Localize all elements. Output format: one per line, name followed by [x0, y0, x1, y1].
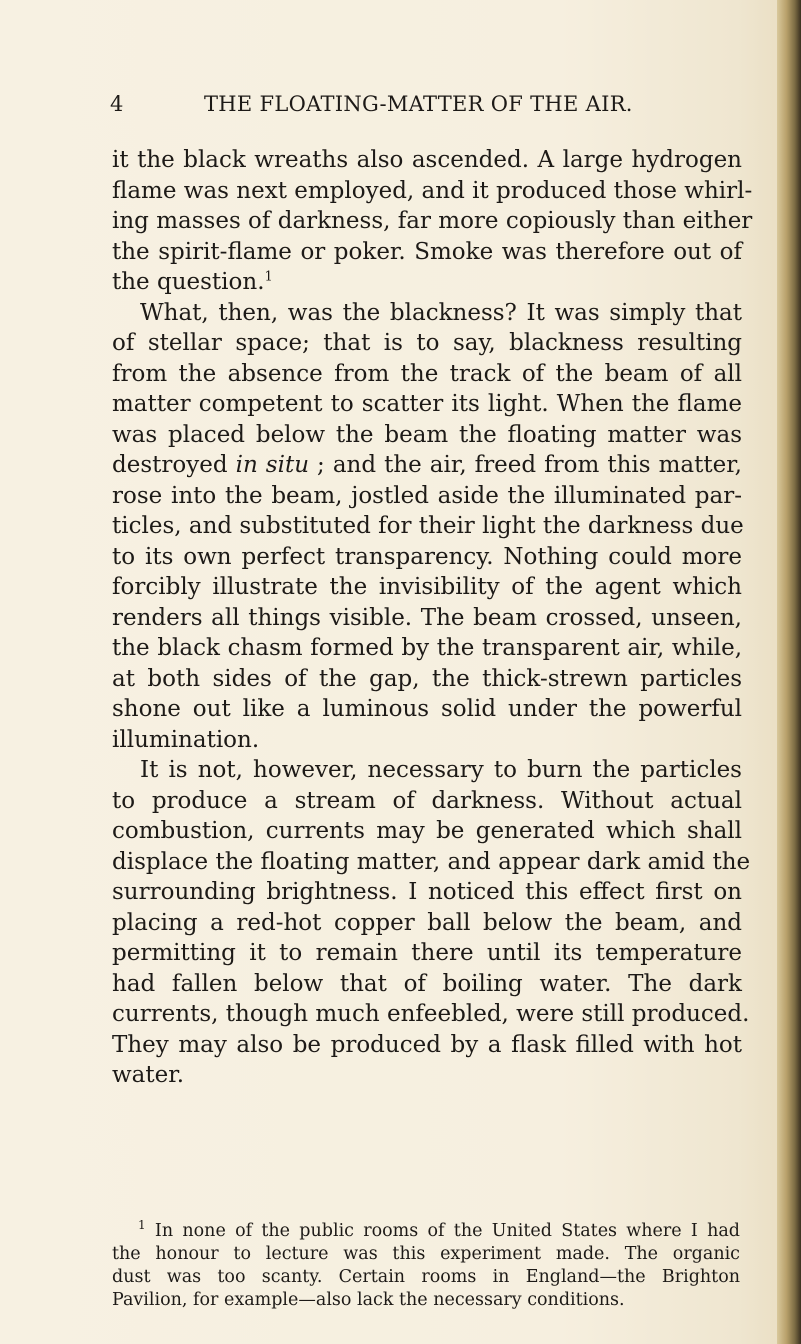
footnote-text: In none of the public rooms of the United States where I had [154, 1221, 740, 1241]
footnote-line: the honour to lecture was this experiment made. The organic [112, 1244, 740, 1264]
text-line: surrounding brightness. I noticed this effect first on [112, 879, 742, 905]
italic-phrase: in situ [235, 452, 310, 478]
text-fragment: destroyed [112, 452, 228, 478]
text-line: It is not, however, necessary to burn the particles [140, 757, 742, 783]
text-line: currents, though much enfeebled, were still produced. [112, 1001, 750, 1027]
text-line: the black chasm formed by the transparent air, while, [112, 635, 742, 661]
text-line: matter competent to scatter its light. When the flame [112, 391, 742, 417]
text-line: illumination. [112, 726, 260, 753]
text-line: had fallen below that of boiling water. The dark [112, 970, 742, 997]
text-line: renders all things visible. The beam crossed, unseen, [112, 604, 742, 631]
page-number: 4 [110, 92, 124, 116]
page-edge-shadow [777, 0, 801, 1344]
text-line: ticles, and substituted for their light the darkness due [112, 513, 744, 539]
text-line: was placed below the beam the floating matter was [112, 421, 742, 448]
text-line: of stellar space; that is to say, blackness resulting [112, 330, 742, 356]
text-line: They may also be produced by a flask filled with hot [112, 1031, 742, 1058]
footnote [112, 1220, 740, 1312]
footnote-line: dust was too scanty. Certain rooms in England—the Brighton [112, 1267, 740, 1287]
text-line [112, 267, 742, 298]
text-line: to its own perfect transparency. Nothing could more [112, 543, 742, 570]
footnote-marker: 1 [138, 1218, 146, 1233]
text-line: it the black wreaths also ascended. A large hydrogen [112, 147, 742, 173]
text-fragment: ; and the air, freed from this matter, [317, 452, 742, 478]
body-text [112, 145, 753, 1091]
text-line: rose into the beam, jostled aside the illuminated par- [112, 482, 742, 509]
footnote-line [112, 1220, 740, 1243]
text-line: forcibly illustrate the invisibility of the agent which [112, 574, 742, 600]
text-fragment: the question. [112, 269, 265, 295]
text-line: flame was next employed, and it produced those whirl- [112, 177, 753, 204]
text-line: the spirit-flame or poker. Smoke was therefore out of [112, 238, 742, 265]
text-line: ing masses of darkness, far more copiously than either [112, 208, 753, 234]
text-line: combustion, currents may be generated which shall [112, 818, 742, 844]
footnote-line: Pavilion, for example—also lack the necessary conditions. [112, 1290, 625, 1310]
text-line: permitting it to remain there until its temperature [112, 940, 742, 966]
text-line: What, then, was the blackness? It was simply that [140, 299, 742, 326]
text-line: placing a red-hot copper ball below the beam, and [112, 909, 742, 936]
text-line: to produce a stream of darkness. Without actual [112, 787, 742, 814]
text-line: at both sides of the gap, the thick-strewn particles [112, 665, 742, 692]
running-title: THE FLOATING-MATTER OF THE AIR. [204, 92, 633, 116]
text-line: from the absence from the track of the beam of all [112, 360, 742, 387]
text-line: water. [112, 1062, 185, 1088]
text-line: displace the floating matter, and appear dark amid the [112, 848, 751, 875]
text-line: shone out like a luminous solid under the powerful [112, 696, 742, 722]
footnote-reference: 1 [264, 269, 273, 285]
text-line [112, 450, 742, 481]
page-header [110, 92, 770, 118]
